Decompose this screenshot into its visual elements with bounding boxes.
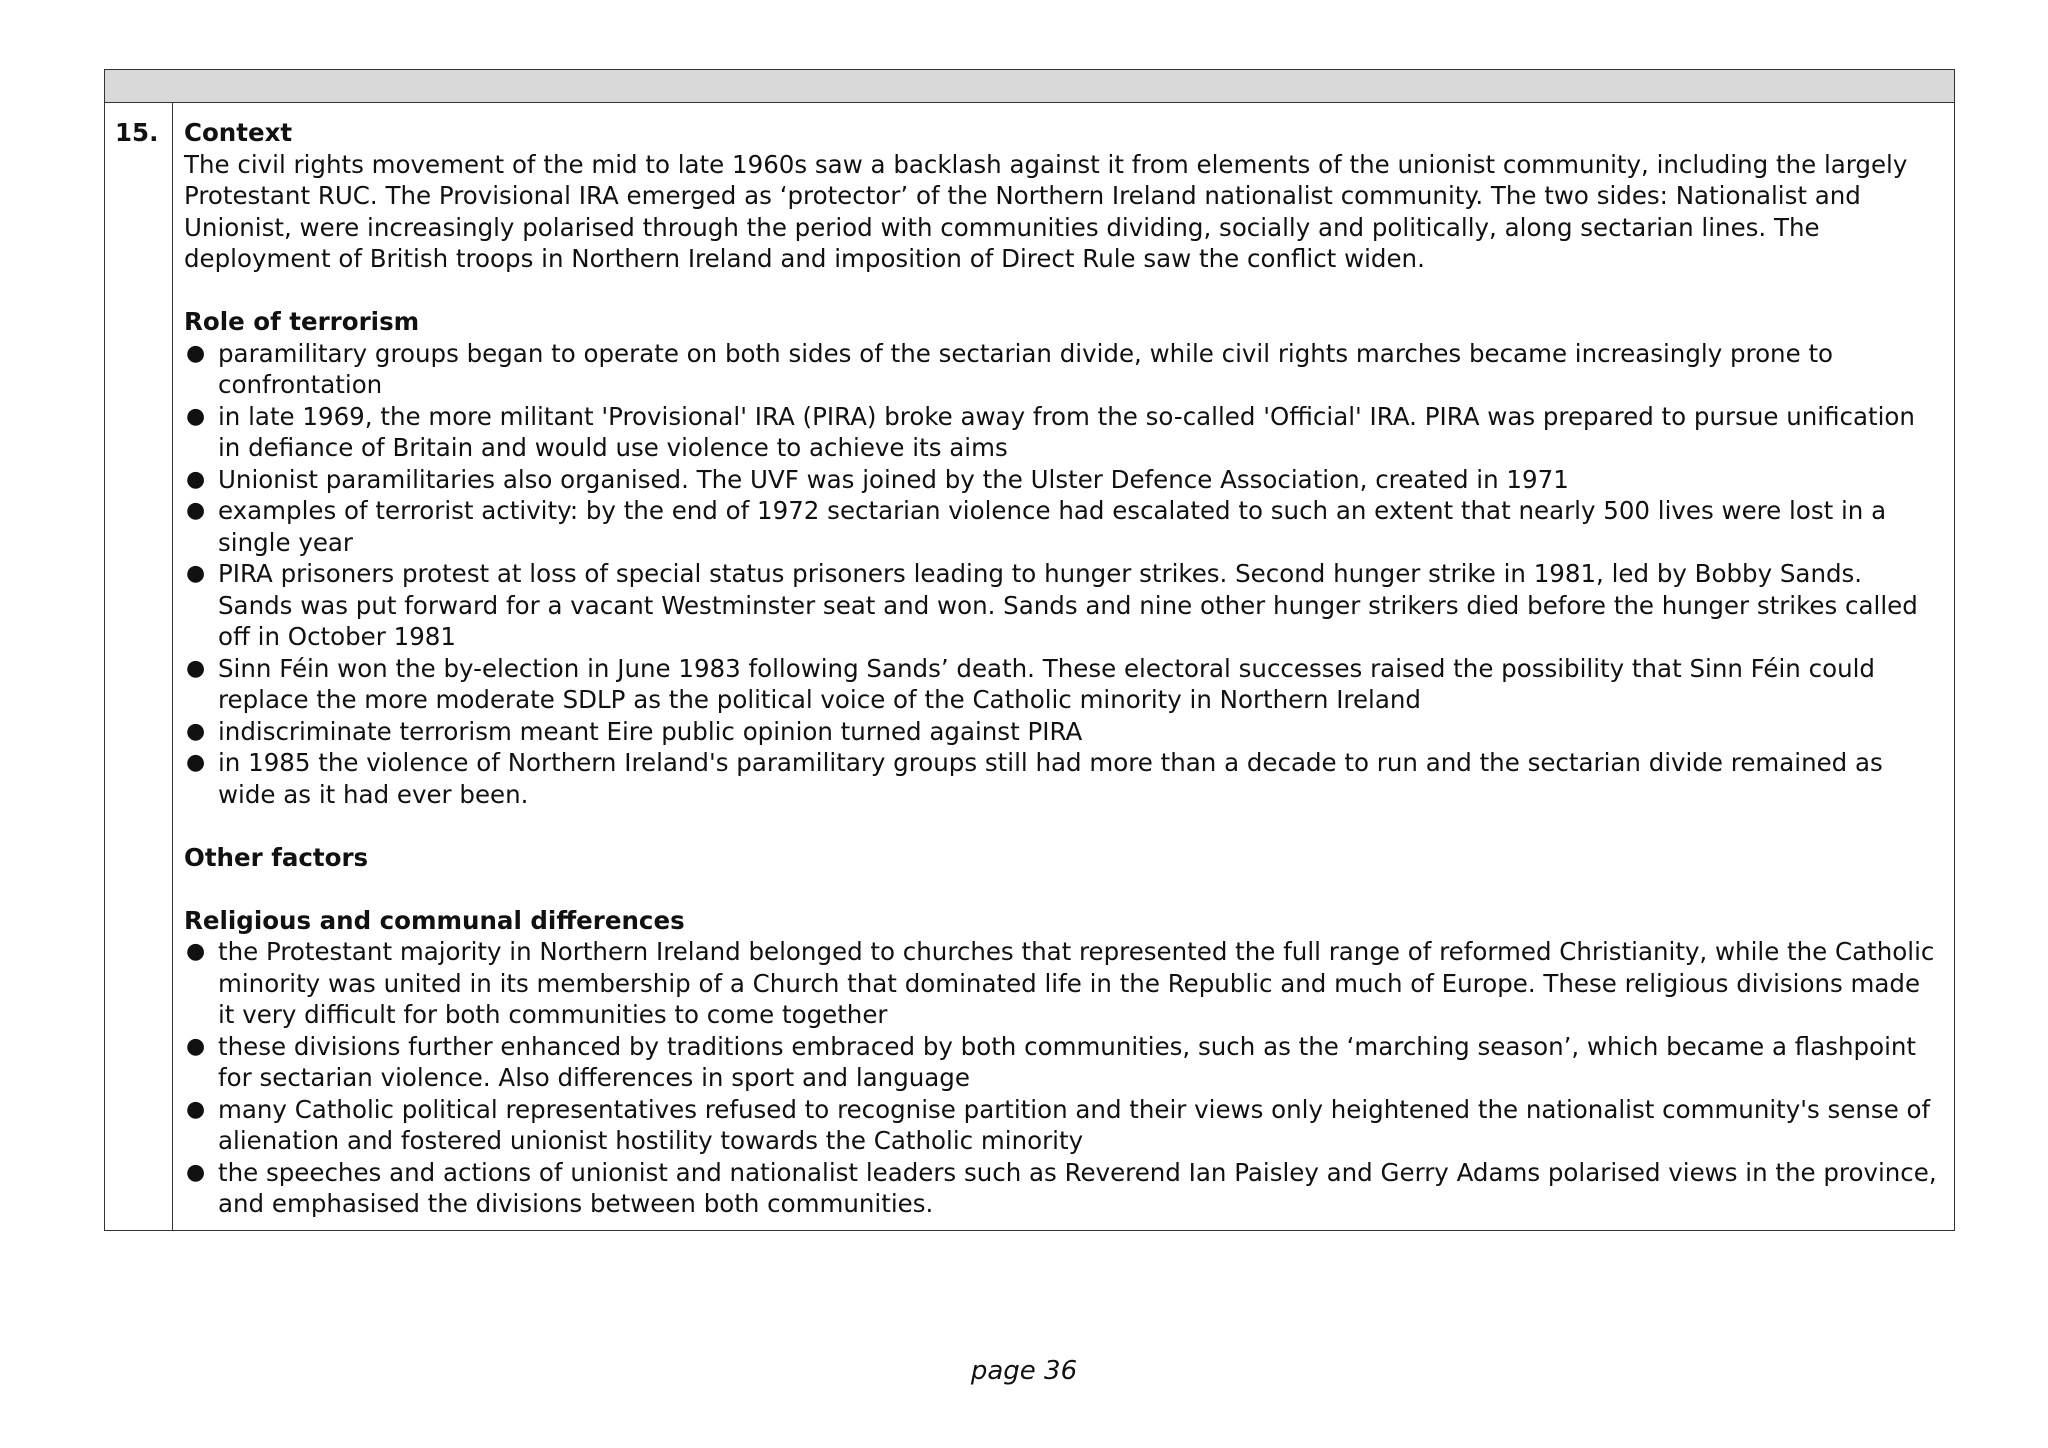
spacer — [184, 810, 1944, 842]
list-item — [184, 338, 1944, 401]
bullet-icon: ● — [186, 750, 206, 775]
list-item — [184, 653, 1944, 716]
bullet-icon: ● — [186, 718, 206, 744]
bullet-icon: ● — [186, 466, 206, 492]
list-item-text: these divisions further enhanced by traditions embraced by both communities, such as the ‘marching season’, which became a flashpoint for sectarian violence. Also differences in sport and language — [218, 1031, 1917, 1092]
list-item-text: examples of terrorist activity: by the end of 1972 sectarian violence had escalated to such an extent that nearly 500 lives were lost in a single year — [218, 496, 1887, 557]
list-item — [184, 716, 1944, 748]
list-item — [184, 1094, 1944, 1157]
bullet-icon: ● — [186, 1033, 206, 1059]
spacer — [184, 275, 1944, 307]
terrorism-heading: Role of terrorism — [184, 307, 420, 336]
answer-content — [173, 103, 1954, 1230]
question-row — [105, 103, 1954, 1230]
question-number: 15. — [105, 103, 173, 1230]
list-item-text: the speeches and actions of unionist and nationalist leaders such as Reverend Ian Paisley and Gerry Adams polarised views in the province, and emphasised the divisions between both communities. — [218, 1157, 1937, 1218]
list-item — [184, 1157, 1944, 1220]
list-item-text: in 1985 the violence of Northern Ireland's paramilitary groups still had more than a decade to run and the sectarian divide remained as wide as it had ever been. — [218, 748, 1883, 809]
marking-table — [104, 69, 1955, 1231]
bullet-icon: ● — [186, 403, 206, 429]
bullet-icon: ● — [186, 561, 206, 586]
bullet-icon: ● — [186, 939, 206, 964]
list-item — [184, 747, 1944, 810]
list-item — [184, 495, 1944, 558]
religious-heading: Religious and communal differences — [184, 905, 685, 935]
list-item-text: PIRA prisoners protest at loss of special status prisoners leading to hunger strikes. Second hunger strike in 1981, led by Bobby Sands. Sands was put forward for a vacant Westminster seat and won. Sands and nine other hunger strikers died before the hunger strikes called off in October 1981 — [218, 559, 1918, 651]
list-item-text: indiscriminate terrorism meant Eire public opinion turned against PIRA — [218, 716, 1083, 746]
list-item-text: the Protestant majority in Northern Ireland belonged to churches that represented the full range of reformed Christianity, while the Catholic minority was united in its membership of a Church that dominated life in the Republic and much of Europe. These religious divisions made it very difficult for both communities to come together — [218, 937, 1935, 1029]
list-item — [184, 401, 1944, 464]
bullet-icon: ● — [186, 1096, 206, 1122]
context-heading: Context — [184, 118, 293, 147]
page-number: page 36 — [970, 1356, 1078, 1386]
list-item-text: Unionist paramilitaries also organised. The UVF was joined by the Ulster Defence Association, created in 1971 — [218, 464, 1569, 494]
list-item-text: in late 1969, the more militant 'Provisional' IRA (PIRA) broke away from the so-called 'Official' IRA. PIRA was prepared to pursue unification in defiance of Britain and would use violence to achieve its aims — [218, 401, 1915, 462]
list-item-text: paramilitary groups began to operate on both sides of the sectarian divide, while civil rights marches became increasingly prone to confrontation — [218, 338, 1834, 399]
list-item-text: Sinn Féin won the by-election in June 1983 following Sands’ death. These electoral successes raised the possibility that Sinn Féin could replace the more moderate SDLP as the political voice of the Catholic minority in Northern Ireland — [218, 653, 1875, 714]
list-item-text: many Catholic political representatives refused to recognise partition and their views only heightened the nationalist community's sense of alienation and fostered unionist hostility towards the Catholic minority — [218, 1094, 1931, 1155]
religious-bullet-list — [184, 936, 1944, 1220]
bullet-icon: ● — [186, 340, 206, 366]
list-item — [184, 1031, 1944, 1094]
bullet-icon: ● — [186, 1159, 206, 1185]
list-item — [184, 558, 1944, 653]
terrorism-bullet-list — [184, 338, 1944, 811]
context-text: The civil rights movement of the mid to late 1960s saw a backlash against it from elements of the unionist community, including the largely Protestant RUC. The Provisional IRA emerged as ‘protector’ of the Northern Ireland nationalist community. The two sides: Nationalist and Unionist, were increasingly polarised through the period with communities dividing, socially and politically, along sectarian lines. The deployment of British troops in Northern Ireland and imposition of Direct Rule saw the conflict widen. — [184, 149, 1908, 273]
table-header-band — [105, 70, 1954, 103]
list-item — [184, 936, 1944, 1031]
other-factors-heading: Other factors — [184, 842, 369, 872]
list-item — [184, 464, 1944, 496]
spacer — [184, 873, 1944, 905]
bullet-icon: ● — [186, 655, 206, 681]
bullet-icon: ● — [186, 498, 206, 523]
